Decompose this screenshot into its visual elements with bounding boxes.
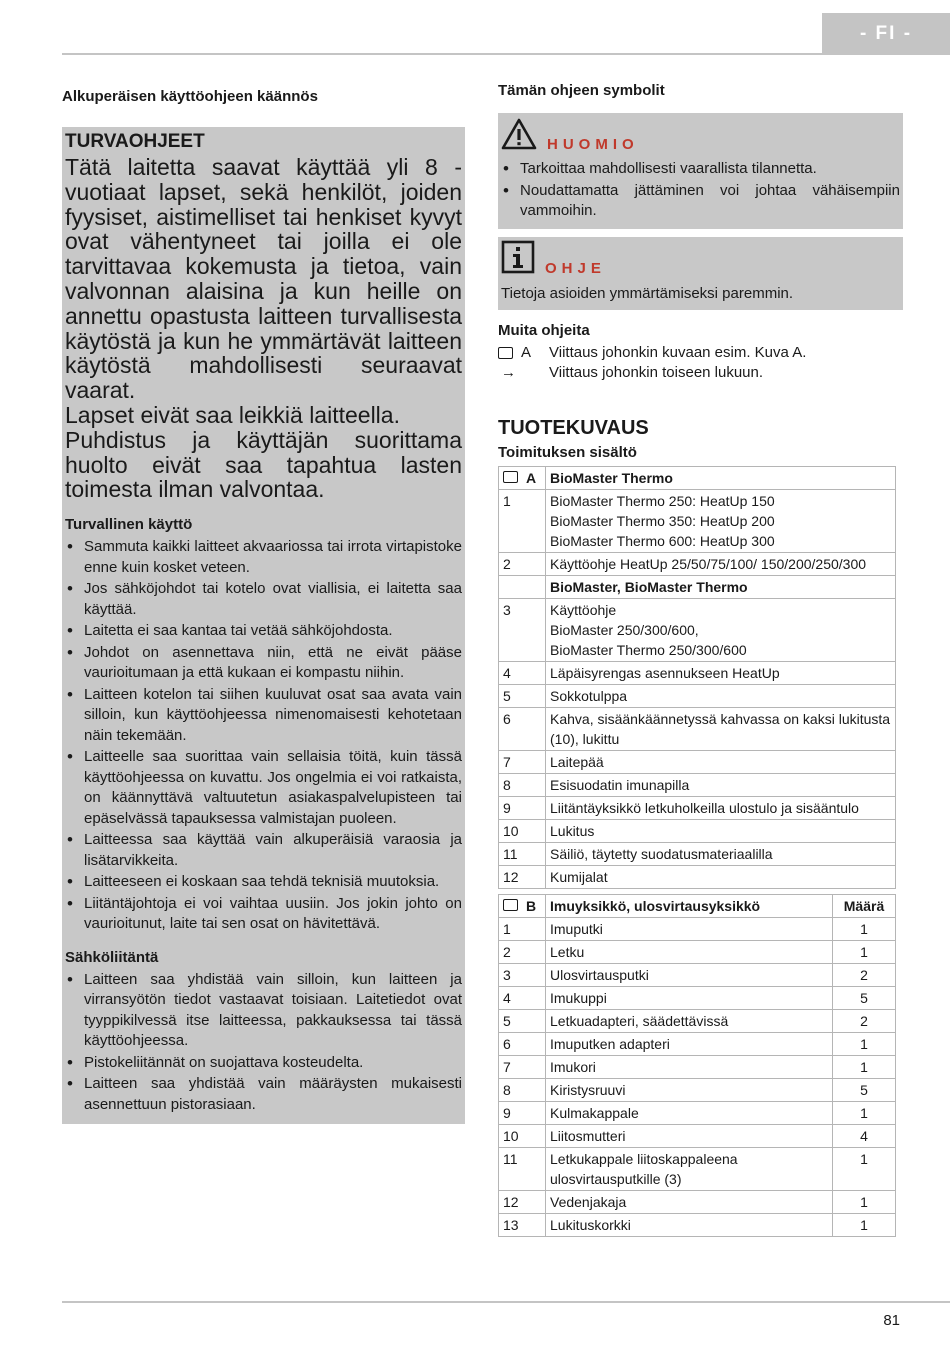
item-number-cell: 6 (499, 707, 546, 750)
item-line: BioMaster Thermo 350: HeatUp 200 (550, 512, 775, 529)
item-description-cell (546, 819, 896, 842)
item-quantity-cell: 5 (833, 1078, 896, 1101)
right-column (498, 82, 903, 1237)
table-row (499, 986, 896, 1009)
figure-ref-symbol: A (521, 343, 532, 361)
safety-children-play: Lapset eivät saa leikkiä laitteella. (65, 401, 400, 428)
item-number-cell: 8 (499, 1078, 546, 1101)
item-name-cell: Kiristysruuvi (546, 1078, 833, 1101)
info-text: Tietoja asioiden ymmärtämiseksi paremmin. (501, 284, 794, 302)
item-quantity-cell: 1 (833, 1032, 896, 1055)
item-number-cell: 9 (499, 1101, 546, 1124)
item-quantity-cell: 1 (833, 1101, 896, 1124)
table-row (499, 842, 896, 865)
item-line: Käyttöohje HeatUp 25/50/75/100/ 150/200/250/300 (550, 555, 867, 572)
item-number-cell (499, 575, 546, 598)
footer-rule (62, 1301, 950, 1303)
table-row (499, 940, 896, 963)
item-number-cell: 8 (499, 773, 546, 796)
table-row (499, 1078, 896, 1101)
list-item: • Noudattamatta jättäminen voi johtaa vähäisempiin vammoihin. (501, 181, 900, 222)
item-number-cell: 11 (499, 842, 546, 865)
header-rule (62, 53, 822, 55)
translation-note: Alkuperäisen käyttöohjeen käännös (62, 88, 318, 105)
item-number-cell: 5 (499, 684, 546, 707)
item-name-cell: Lukituskorkki (546, 1213, 833, 1236)
item-line: Säiliö, täytetty suodatusmateriaalilla (550, 845, 773, 862)
table-header-row (499, 466, 896, 489)
item-line: Kumijalat (550, 868, 608, 885)
figure-box-icon (498, 347, 513, 359)
item-description-cell (546, 575, 896, 598)
item-number-cell: 4 (499, 661, 546, 684)
item-quantity-cell: 1 (833, 940, 896, 963)
electrical-list (65, 970, 462, 1116)
item-name-cell: Imuputken adapteri (546, 1032, 833, 1055)
figure-letter: B (526, 897, 537, 914)
item-description-cell (546, 865, 896, 888)
item-name-cell: Imuputki (546, 917, 833, 940)
item-description-cell (546, 773, 896, 796)
table-header-cell: BioMaster Thermo (546, 466, 896, 489)
table-row (499, 707, 896, 750)
item-name-cell: Letkukappale liitoskappaleena ulosvirtausputkille (3) (546, 1147, 833, 1190)
figure-box-icon (503, 899, 518, 911)
item-quantity-cell: 1 (833, 917, 896, 940)
item-quantity-cell: 1 (833, 1055, 896, 1078)
electrical-heading: Sähköliitäntä (65, 948, 159, 966)
quantity-header-cell: Määrä (833, 894, 896, 917)
table-row (499, 598, 896, 661)
item-line: Kahva, sisäänkäännetyssä kahvassa on kaksi lukitusta (10), lukittu (550, 710, 891, 747)
warning-triangle-icon (501, 118, 537, 155)
item-quantity-cell: 1 (833, 1213, 896, 1236)
item-line: BioMaster Thermo 250: HeatUp 150 (550, 492, 775, 509)
table-row (499, 750, 896, 773)
table-row (499, 773, 896, 796)
table-row (499, 661, 896, 684)
warning-word: HUOMIO (547, 136, 639, 153)
item-number-cell: 3 (499, 963, 546, 986)
item-quantity-cell: 5 (833, 986, 896, 1009)
item-line: Liitäntäyksikkö letkuholkeilla ulostulo ja sisääntulo (550, 799, 859, 816)
product-description-heading: TUOTEKUVAUS (498, 416, 649, 439)
item-description-cell (546, 750, 896, 773)
list-item: • Sammuta kaikki laitteet akvaariossa tai irrota virtapistoke enne kuin kosket veteen. (65, 537, 462, 578)
list-item: • Laitetta ei saa kantaa tai vetää sähköjohdosta. (65, 621, 462, 642)
item-name-cell: Letkuadapteri, säädettävissä (546, 1009, 833, 1032)
other-instructions-heading: Muita ohjeita (498, 321, 590, 339)
item-description-cell (546, 684, 896, 707)
item-line: BioMaster Thermo 600: HeatUp 300 (550, 532, 775, 549)
table-row (499, 963, 896, 986)
item-name-cell: Kulmakappale (546, 1101, 833, 1124)
figure-letter: A (526, 469, 537, 486)
table-row (499, 489, 896, 552)
table-row (499, 819, 896, 842)
item-description-cell (546, 796, 896, 819)
item-number-cell: 9 (499, 796, 546, 819)
item-number-cell: 5 (499, 1009, 546, 1032)
item-line: Esisuodatin imunapilla (550, 776, 690, 793)
item-number-cell: 6 (499, 1032, 546, 1055)
item-number-cell: 4 (499, 986, 546, 1009)
item-number-cell: 2 (499, 940, 546, 963)
page-number: 81 (883, 1312, 900, 1329)
item-number-cell: 10 (499, 1124, 546, 1147)
arrow-right-icon: → (501, 363, 516, 381)
item-description-cell (546, 552, 896, 575)
chapter-ref-text: Viittaus johonkin toiseen lukuun. (549, 363, 764, 381)
list-item: • Tarkoittaa mahdollisesti vaarallista tilannetta. (501, 159, 900, 180)
chapter-reference-row (498, 363, 903, 383)
table-row (499, 796, 896, 819)
item-name-cell: Letku (546, 940, 833, 963)
table-row (499, 684, 896, 707)
table-row (499, 1055, 896, 1078)
delivery-contents-heading: Toimituksen sisältö (498, 443, 637, 461)
table-row (499, 865, 896, 888)
info-word: OHJE (545, 259, 606, 277)
table-row (499, 1147, 896, 1190)
item-line: Laitepää (550, 753, 604, 770)
item-description-cell (546, 842, 896, 865)
item-number-cell: 1 (499, 489, 546, 552)
figure-reference-row (498, 343, 903, 363)
list-item: • Laitteen saa yhdistää vain määräysten mukaisesti asennettuun pistorasiaan. (65, 1074, 462, 1115)
list-item: • Laitteen kotelon tai siihen kuuluvat osat saa avata vain silloin, kun käyttöohjeessa nimenomaisesti kehotetaan näin tekemään. (65, 685, 462, 747)
table-row (499, 917, 896, 940)
table-row (499, 1190, 896, 1213)
safe-use-list (65, 537, 462, 935)
item-line: BioMaster Thermo 250/300/600 (550, 641, 747, 658)
item-line: Sokkotulppa (550, 687, 628, 704)
item-description-cell (546, 661, 896, 684)
item-quantity-cell: 1 (833, 1190, 896, 1213)
item-name-cell: Imukuppi (546, 986, 833, 1009)
item-line: Käyttöohje (550, 601, 617, 618)
item-description-cell (546, 707, 896, 750)
item-number-cell: 3 (499, 598, 546, 661)
table-row (499, 1009, 896, 1032)
item-name-cell: Imukori (546, 1055, 833, 1078)
item-description-cell (546, 598, 896, 661)
list-item: • Laitteelle saa suorittaa vain sellaisia töitä, kuin tässä käyttöohjeessa on kuvattu. Jos ongelmia ei voi ratkaista, on käännyttävä valtuutetun asiakaspalvelupisteen tai epäselvässä tapauksessa valmistajan puoleen. (65, 747, 462, 829)
figure-box-icon (503, 471, 518, 483)
info-box (498, 237, 903, 310)
symbols-heading: Tämän ohjeen symbolit (498, 82, 665, 99)
warning-box (498, 113, 903, 229)
safety-title: TURVAOHJEET (65, 131, 205, 152)
table-row (499, 552, 896, 575)
safety-lead-paragraph: Tätä laitetta saavat käyttää yli 8 -vuotiaat lapset, sekä henkilöt, joiden fyysiset, aistimelliset tai henkiset kyvyt ovat vähentyneet tai joilla ei ole tarvittavaa kokemusta ja tietoa, vain valvonnan alaisina ja kun heille on annettu opastusta laitteen turvallisesta käytöstä ja kun he ymmärtävät laitteen käytöstä mahdollisesti seuraavat vaarat. (65, 154, 462, 404)
safe-use-heading: Turvallinen käyttö (65, 516, 193, 534)
warning-list (501, 159, 900, 222)
item-quantity-cell: 4 (833, 1124, 896, 1147)
parts-table-a (498, 466, 896, 889)
item-number-cell: 7 (499, 1055, 546, 1078)
list-item: • Johdot on asennettava niin, että ne eivät pääse vaurioitumaan ja että kukaan ei kompastu niihin. (65, 643, 462, 684)
table-header-cell: Imuyksikkö, ulosvirtausyksikkö (546, 894, 833, 917)
item-line: Lukitus (550, 822, 595, 839)
table-row (499, 1213, 896, 1236)
item-line: BioMaster 250/300/600, (550, 621, 699, 638)
item-name-cell: Liitosmutteri (546, 1124, 833, 1147)
item-number-cell: 12 (499, 865, 546, 888)
left-column (62, 88, 465, 1124)
item-line: BioMaster, BioMaster Thermo (550, 578, 748, 595)
figure-label-cell (499, 894, 546, 917)
list-item: • Laitteen saa yhdistää vain silloin, kun laitteen ja virransyötön tiedot vastaavat toisiaan. Laitetiedot ovat tyyppikilvessä itse laitteessa, pakkauksessa tai tässä käyttöohjeessa. (65, 970, 462, 1052)
item-quantity-cell: 2 (833, 1009, 896, 1032)
item-description-cell (546, 489, 896, 552)
item-name-cell: Ulosvirtausputki (546, 963, 833, 986)
item-line: Läpäisyrengas asennukseen HeatUp (550, 664, 780, 681)
safety-cleaning: Puhdistus ja käyttäjän suorittama huolto eivät saa tapahtua lasten toimesta ilman valvontaa. (65, 426, 462, 503)
item-quantity-cell: 2 (833, 963, 896, 986)
item-number-cell: 12 (499, 1190, 546, 1213)
safety-instructions-box (62, 127, 465, 1124)
table-row (499, 1032, 896, 1055)
list-item: • Laitteeseen ei koskaan saa tehdä teknisiä muutoksia. (65, 872, 462, 893)
item-quantity-cell: 1 (833, 1147, 896, 1190)
item-number-cell: 2 (499, 552, 546, 575)
item-number-cell: 11 (499, 1147, 546, 1190)
figure-label-cell (499, 466, 546, 489)
table-row (499, 575, 896, 598)
item-number-cell: 10 (499, 819, 546, 842)
language-tab: - FI - (822, 13, 950, 55)
item-number-cell: 7 (499, 750, 546, 773)
list-item: • Jos sähköjohdot tai kotelo ovat viallisia, ei laitetta saa käyttää. (65, 579, 462, 620)
list-item: • Laitteessa saa käyttää vain alkuperäisiä varaosia ja lisätarvikkeita. (65, 830, 462, 871)
item-number-cell: 13 (499, 1213, 546, 1236)
info-icon (501, 240, 535, 279)
table-row (499, 1101, 896, 1124)
item-name-cell: Vedenjakaja (546, 1190, 833, 1213)
item-number-cell: 1 (499, 917, 546, 940)
figure-ref-text: Viittaus johonkin kuvaan esim. Kuva A. (549, 343, 807, 361)
table-row (499, 1124, 896, 1147)
list-item: • Pistokeliitännät on suojattava kosteudelta. (65, 1053, 462, 1074)
list-item: • Liitäntäjohtoja ei voi vaihtaa uusiin. Jos jokin johto on vaurioitunut, laite tai sen osat on hävitettävä. (65, 894, 462, 935)
table-header-row (499, 894, 896, 917)
parts-table-b (498, 894, 896, 1237)
